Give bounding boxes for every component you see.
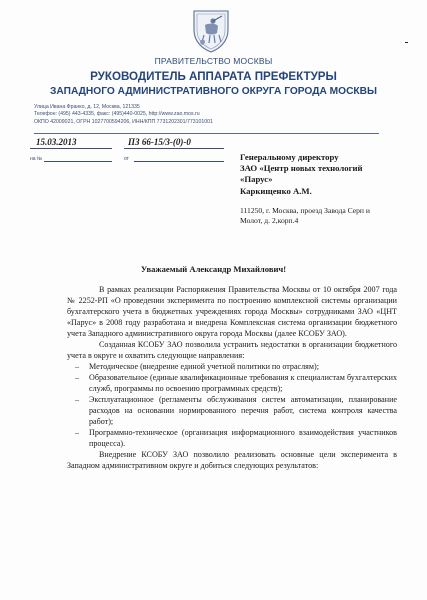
letterhead-divider (34, 133, 379, 134)
list-item-text: Эксплуатационное (регламенты обслуживания систем автоматизации, планирование расходов на основании нормированного перечня работ, система контроля качества работ); (89, 395, 397, 426)
letterhead-title: РУКОВОДИТЕЛЬ АППАРАТА ПРЕФЕКТУРЫ (90, 70, 337, 83)
contact-block (34, 104, 213, 126)
letter-body (67, 284, 397, 471)
scan-mark (405, 42, 408, 43)
ref-number-label: на № (30, 156, 43, 162)
ref-date-line (134, 161, 224, 162)
addressee-line: ЗАО «Центр новых технологий (240, 163, 363, 174)
greeting: Уважаемый Александр Михайлович! (140, 264, 287, 274)
addressee-address (240, 206, 410, 226)
list-item (67, 361, 397, 372)
letterhead-subtitle: ЗАПАДНОГО АДМИНИСТРАТИВНОГО ОКРУГА ГОРОДА МОСКВЫ (50, 86, 377, 97)
registration-block (30, 137, 230, 165)
addressee-line: Генеральному директору (240, 152, 339, 162)
body-paragraph: Созданная КСОБУ ЗАО позволила устранить недостатки в организации бюджетного учета в округе и охватить следующие направления: (67, 340, 397, 360)
dash-bullet: – (75, 362, 80, 371)
date-underline (30, 148, 112, 149)
contact-address: Улица Ивана Франко, д. 12, Москва, 121335 (34, 104, 140, 110)
list-item (67, 372, 397, 394)
dash-bullet: – (75, 428, 80, 437)
contact-codes: ОКПО 42009021, ОГРН 1027700594206, ИНН/КПП 7731202301/773101001 (34, 118, 213, 125)
addressee-block (240, 152, 410, 197)
dash-bullet: – (75, 395, 80, 404)
address-line: Молот, д. 2,корп.4 (240, 216, 299, 226)
body-paragraph: В рамках реализации Распоряжения Правительства Москвы от 10 октября 2007 года № 2252-РП «О проведении эксперимента по построению комплексной системы организации бухгалтерского учета в бюджетных учреждениях города Москвы» сотрудниками ЗАО «ЦНТ «Парус» в 2008 году разработана и внедрена Комплексная система организации бюджетного учета Западного административного округа города Москвы (далее КСОБУ ЗАО). (67, 285, 397, 338)
government-label: ПРАВИТЕЛЬСТВО МОСКВЫ (154, 56, 273, 66)
ref-date-label: от (124, 156, 129, 162)
addressee-line: «Парус» (240, 174, 273, 185)
dash-bullet: – (75, 373, 80, 382)
address-line: 111250, г. Москва, проезд Завода Серп и (240, 206, 370, 215)
list-item (67, 394, 397, 427)
list-item (67, 427, 397, 449)
number-underline (124, 148, 224, 149)
ref-number-line (44, 161, 112, 162)
list-item-text: Методическое (внедрение единой учетной политики по отраслям); (89, 362, 319, 371)
registration-date: 15.03.2013 (36, 137, 77, 147)
moscow-coat-of-arms-icon (191, 8, 231, 54)
addressee-name: Каркищенко А.М. (240, 185, 312, 196)
body-paragraph: Внедрение КСОБУ ЗАО позволило реализовать основные цели эксперимента в Западном административном округе и добиться следующих результатов: (67, 450, 397, 470)
registration-number: ПЗ 66-15/3-(0)-0 (128, 137, 191, 147)
directions-list (67, 361, 397, 449)
list-item-text: Образовательное (единые квалификационные требования к специалистам бухгалтерских служб, программы по освоению программных средств); (89, 373, 397, 393)
contact-phone: Телефон: (495) 443-4335, факс: (495)440-0025, http://www.zao.mos.ru (34, 111, 200, 118)
list-item-text: Программно-техническое (организация информационного взаимодействия участников процесса). (89, 428, 397, 448)
